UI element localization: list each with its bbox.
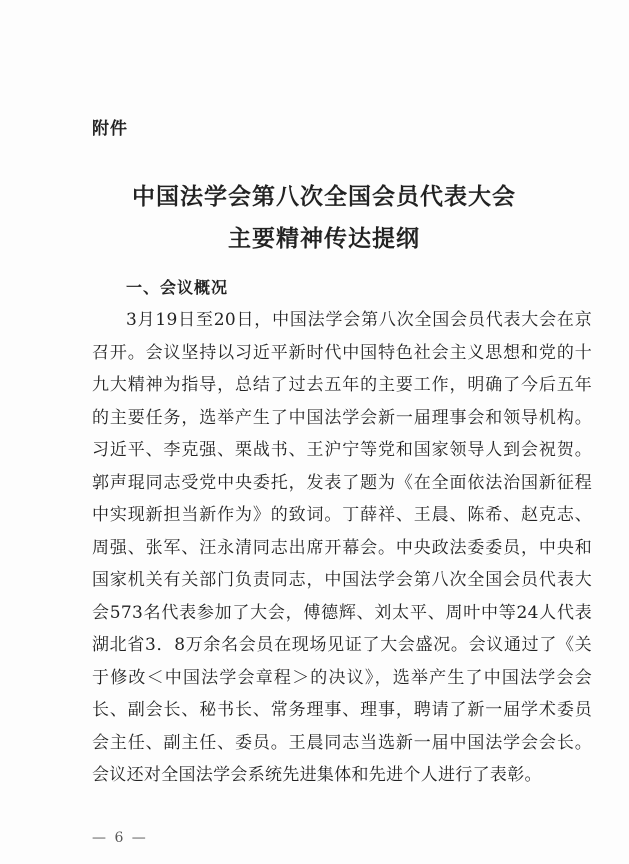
document-title-line-2: 主要精神传达提纲 [228,226,420,252]
attachment-label: 附件 [92,119,128,139]
page-number: — 6 — [92,830,148,846]
section-heading: 一、会议概况 [126,278,229,297]
document-title-line-1: 中国法学会第八次全国会员代表大会 [132,184,516,210]
body-paragraph: 3月19日至20日，中国法学会第八次全国会员代表大会在京召开。会议坚持以习近平新时代中国特色社会主义思想和党的十九大精神为指导，总结了过去五年的主要工作，明确了今后五年的主要任务，选举产生了中国法学会新一届理事会和领导机构。习近平、李克强、栗战书、王沪宁等党和国家领导人到会祝贺。郭声琨同志受党中央委托，发表了题为《在全面依法治国新征程中实现新担当新作为》的致词。丁薛祥、王晨、陈希、赵克志、周强、张军、汪永清同志出席开幕会。中央政法委委员，中央和国家机关有关部门负责同志，中国法学会第八次全国会员代表大会573名代表参加了大会，傅德辉、刘太平、周叶中等24人代表湖北省3．8万余名会员在现场见证了大会盛况。会议通过了《关于修改＜中国法学会章程＞的决议》，选举产生了中国法学会会长、副会长、秘书长、常务理事、理事，聘请了新一届学术委员会主任、副主任、委员。王晨同志当选新一届中国法学会会长。会议还对全国法学会系统先进集体和先进个人进行了表彰。 [92,310,592,785]
